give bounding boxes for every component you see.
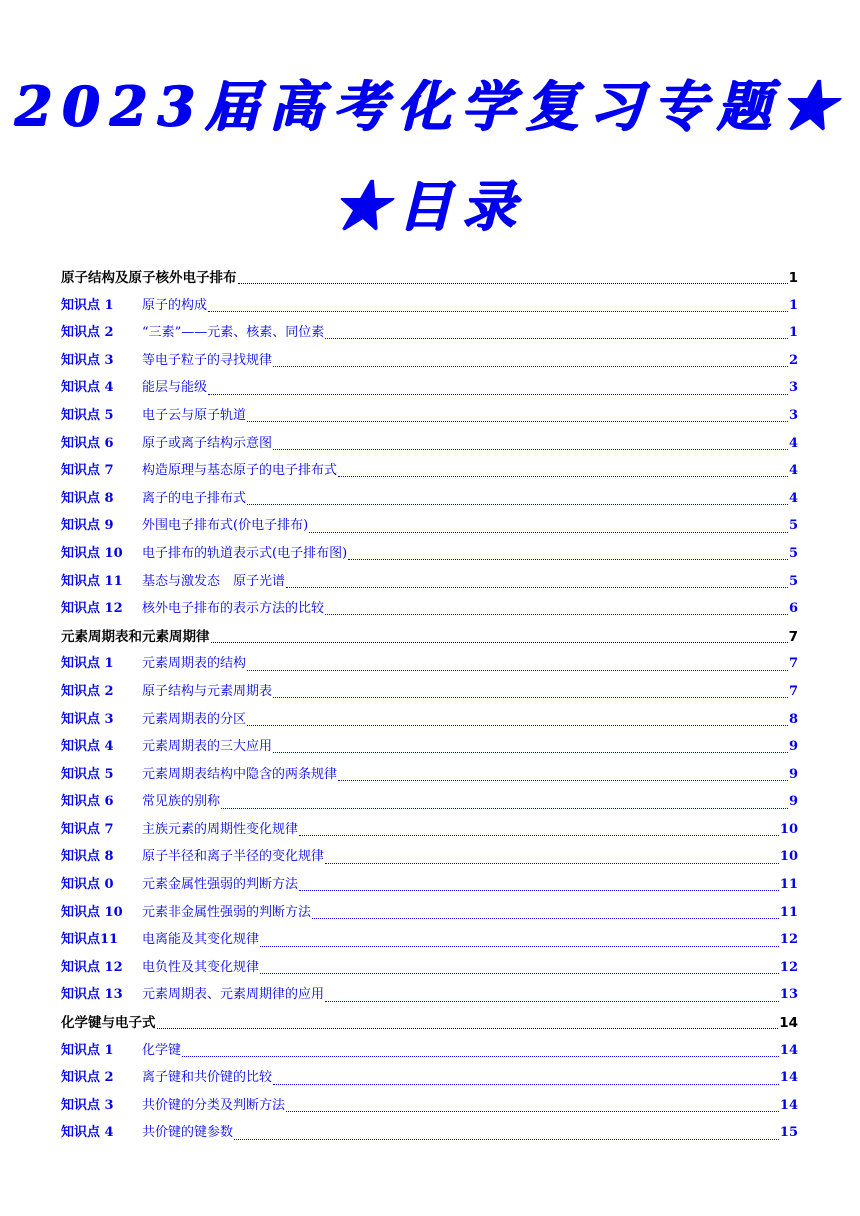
toc-item-number: 知识点 2: [61, 325, 114, 341]
dot-leader: [299, 890, 779, 891]
document-title-line-1: 2023届高考化学复习专题★: [14, 74, 846, 138]
toc-page-number: 10: [779, 849, 798, 865]
toc-page-number: 10: [779, 821, 798, 837]
toc-item-number: 知识点 5: [61, 766, 114, 782]
toc-item-entry[interactable]: [61, 432, 798, 460]
toc-page-number: 4: [788, 463, 798, 479]
toc-page-number: 4: [788, 490, 798, 506]
toc-page-number: 7: [788, 683, 798, 699]
toc-page-number: 5: [788, 545, 798, 561]
toc-item-title: 基态与激发态 原子光谱: [142, 573, 286, 589]
toc-item-entry[interactable]: [61, 956, 798, 984]
toc-item-title: 原子的构成: [142, 297, 208, 313]
toc-page-number: 7: [788, 628, 798, 645]
toc-item-title: 构造原理与基态原子的电子排布式: [142, 463, 338, 479]
toc-page-number: 11: [779, 877, 798, 893]
toc-page-number: 14: [779, 1070, 798, 1086]
document-title-line-2: ★目录: [334, 174, 526, 238]
dot-leader: [325, 338, 788, 339]
toc-page-number: 6: [788, 601, 798, 617]
toc-item-entry[interactable]: [61, 1039, 798, 1067]
toc-item-title: 离子的电子排布式: [142, 490, 247, 506]
toc-item-entry[interactable]: [61, 873, 798, 901]
toc-page-number: 1: [788, 325, 798, 341]
toc-item-title: 电负性及其变化规律: [142, 959, 260, 975]
dot-leader: [348, 559, 788, 560]
toc-page-number: 14: [779, 1097, 798, 1113]
dot-leader: [312, 918, 779, 919]
dot-leader: [208, 311, 788, 312]
toc-item-entry[interactable]: [61, 763, 798, 791]
toc-item-entry[interactable]: [61, 652, 798, 680]
dot-leader: [260, 946, 779, 947]
toc-item-number: 知识点 0: [61, 877, 114, 893]
toc-item-number: 知识点 13: [61, 987, 123, 1003]
dot-leader: [273, 449, 788, 450]
toc-item-title: 电子云与原子轨道: [142, 407, 247, 423]
toc-item-title: 常见族的别称: [142, 794, 221, 810]
toc-page-number: 8: [788, 711, 798, 727]
dot-leader: [338, 780, 788, 781]
dot-leader: [273, 697, 788, 698]
dot-leader: [211, 642, 788, 643]
toc-item-number: 知识点 6: [61, 794, 114, 810]
toc-item-title: 离子键和共价键的比较: [142, 1070, 273, 1086]
toc-item-entry[interactable]: [61, 321, 798, 349]
toc-item-title: 原子半径和离子半径的变化规律: [142, 849, 325, 865]
toc-item-title: “三素”——元素、核素、同位素: [142, 325, 325, 341]
dot-leader: [247, 725, 788, 726]
toc-page-number: 3: [788, 407, 798, 423]
toc-item-entry[interactable]: [61, 790, 798, 818]
toc-page-number: 2: [788, 352, 798, 368]
toc-item-number: 知识点 8: [61, 849, 114, 865]
toc-item-title: 核外电子排布的表示方法的比较: [142, 601, 325, 617]
toc-item-entry[interactable]: [61, 597, 798, 625]
toc-item-number: 知识点 4: [61, 380, 114, 396]
dot-leader: [309, 532, 788, 533]
toc-item-title: 主族元素的周期性变化规律: [142, 821, 299, 837]
dot-leader: [234, 1139, 779, 1140]
toc-item-entry[interactable]: [61, 845, 798, 873]
toc-page-number: 9: [788, 794, 798, 810]
toc-item-number: 知识点 9: [61, 518, 114, 534]
dot-leader: [247, 421, 788, 422]
toc-item-number: 知识点 12: [61, 601, 123, 617]
toc-item-entry[interactable]: [61, 928, 798, 956]
toc-section-entry[interactable]: [61, 625, 798, 653]
toc-item-entry[interactable]: [61, 294, 798, 322]
toc-section-entry[interactable]: [61, 266, 798, 294]
toc-item-entry[interactable]: [61, 983, 798, 1011]
toc-page-number: 12: [779, 932, 798, 948]
dot-leader: [182, 1056, 779, 1057]
dot-leader: [247, 670, 788, 671]
toc-item-entry[interactable]: [61, 459, 798, 487]
toc-page-number: 14: [779, 1015, 798, 1032]
toc-item-number: 知识点 2: [61, 683, 114, 699]
toc-item-entry[interactable]: [61, 1121, 798, 1149]
dot-leader: [286, 1111, 779, 1112]
toc-page-number: 5: [788, 573, 798, 589]
toc-section-title: 原子结构及原子核外电子排布: [61, 270, 237, 286]
toc-item-number: 知识点 2: [61, 1070, 114, 1086]
toc-item-title: 原子结构与元素周期表: [142, 683, 273, 699]
toc-item-entry[interactable]: [61, 542, 798, 570]
toc-page-number: 1: [788, 270, 798, 286]
toc-item-number: 知识点 10: [61, 545, 123, 561]
dot-leader: [325, 614, 788, 615]
toc-item-title: 共价键的分类及判断方法: [142, 1097, 286, 1113]
dot-leader: [247, 504, 788, 505]
toc-page-number: 1: [788, 297, 798, 313]
toc-page-number: 12: [779, 959, 798, 975]
toc-item-title: 共价键的键参数: [142, 1125, 234, 1141]
toc-item-number: 知识点 4: [61, 1125, 114, 1141]
dot-leader: [286, 587, 788, 588]
toc-item-number: 知识点 5: [61, 407, 114, 423]
table-of-contents: [61, 266, 798, 1149]
toc-item-number: 知识点 6: [61, 435, 114, 451]
toc-item-number: 知识点 3: [61, 711, 114, 727]
toc-section-entry[interactable]: [61, 1011, 798, 1039]
toc-item-title: 能层与能级: [142, 380, 208, 396]
toc-item-title: 化学键: [142, 1042, 182, 1058]
toc-page-number: 4: [788, 435, 798, 451]
toc-item-number: 知识点 4: [61, 739, 114, 755]
toc-item-number: 知识点 8: [61, 490, 114, 506]
toc-item-title: 等电子粒子的寻找规律: [142, 352, 273, 368]
dot-leader: [273, 752, 788, 753]
toc-item-title: 电离能及其变化规律: [142, 932, 260, 948]
toc-page-number: 11: [779, 904, 798, 920]
toc-item-title: 元素周期表的三大应用: [142, 739, 273, 755]
toc-item-number: 知识点 11: [61, 573, 123, 589]
toc-item-title: 原子或离子结构示意图: [142, 435, 273, 451]
dot-leader: [221, 808, 788, 809]
toc-item-entry[interactable]: [61, 901, 798, 929]
dot-leader: [325, 1001, 779, 1002]
toc-item-entry[interactable]: [61, 376, 798, 404]
toc-item-entry[interactable]: [61, 404, 798, 432]
toc-item-number: 知识点 1: [61, 1042, 114, 1058]
toc-item-title: 元素金属性强弱的判断方法: [142, 877, 299, 893]
toc-item-entry[interactable]: [61, 1066, 798, 1094]
toc-item-entry[interactable]: [61, 349, 798, 377]
toc-item-title: 元素周期表的分区: [142, 711, 247, 727]
toc-page-number: 13: [779, 987, 798, 1003]
toc-item-number: 知识点 7: [61, 463, 114, 479]
dot-leader: [208, 394, 788, 395]
toc-item-number: 知识点 3: [61, 352, 114, 368]
toc-item-title: 元素周期表的结构: [142, 656, 247, 672]
toc-item-title: 元素周期表结构中隐含的两条规律: [142, 766, 338, 782]
toc-item-number: 知识点 1: [61, 297, 114, 313]
toc-page-number: 14: [779, 1042, 798, 1058]
toc-item-title: 电子排布的轨道表示式(电子排布图): [142, 545, 348, 561]
toc-page-number: 7: [788, 656, 798, 672]
toc-section-title: 化学键与电子式: [61, 1015, 156, 1032]
toc-item-number: 知识点 12: [61, 959, 123, 975]
dot-leader: [260, 973, 779, 974]
dot-leader: [338, 476, 788, 477]
dot-leader: [273, 1084, 779, 1085]
toc-page-number: 9: [788, 739, 798, 755]
toc-page-number: 5: [788, 518, 798, 534]
toc-item-entry[interactable]: [61, 680, 798, 708]
toc-page-number: 9: [788, 766, 798, 782]
toc-item-entry[interactable]: [61, 487, 798, 515]
dot-leader: [299, 835, 779, 836]
toc-page-number: 15: [779, 1125, 798, 1141]
toc-item-number: 知识点11: [61, 932, 119, 948]
toc-item-entry[interactable]: [61, 514, 798, 542]
dot-leader: [273, 366, 788, 367]
toc-item-number: 知识点 1: [61, 656, 114, 672]
toc-section-title: 元素周期表和元素周期律: [61, 628, 210, 645]
toc-item-entry[interactable]: [61, 735, 798, 763]
toc-page-number: 3: [788, 380, 798, 396]
toc-item-entry[interactable]: [61, 570, 798, 598]
toc-item-number: 知识点 7: [61, 821, 114, 837]
toc-item-number: 知识点 3: [61, 1097, 114, 1113]
toc-item-number: 知识点 10: [61, 904, 123, 920]
toc-item-title: 元素周期表、元素周期律的应用: [142, 987, 325, 1003]
toc-item-title: 外围电子排布式(价电子排布): [142, 518, 309, 534]
dot-leader: [238, 283, 788, 284]
toc-item-entry[interactable]: [61, 708, 798, 736]
toc-item-title: 元素非金属性强弱的判断方法: [142, 904, 312, 920]
toc-item-entry[interactable]: [61, 1094, 798, 1122]
toc-item-entry[interactable]: [61, 818, 798, 846]
dot-leader: [325, 863, 779, 864]
dot-leader: [157, 1028, 779, 1029]
